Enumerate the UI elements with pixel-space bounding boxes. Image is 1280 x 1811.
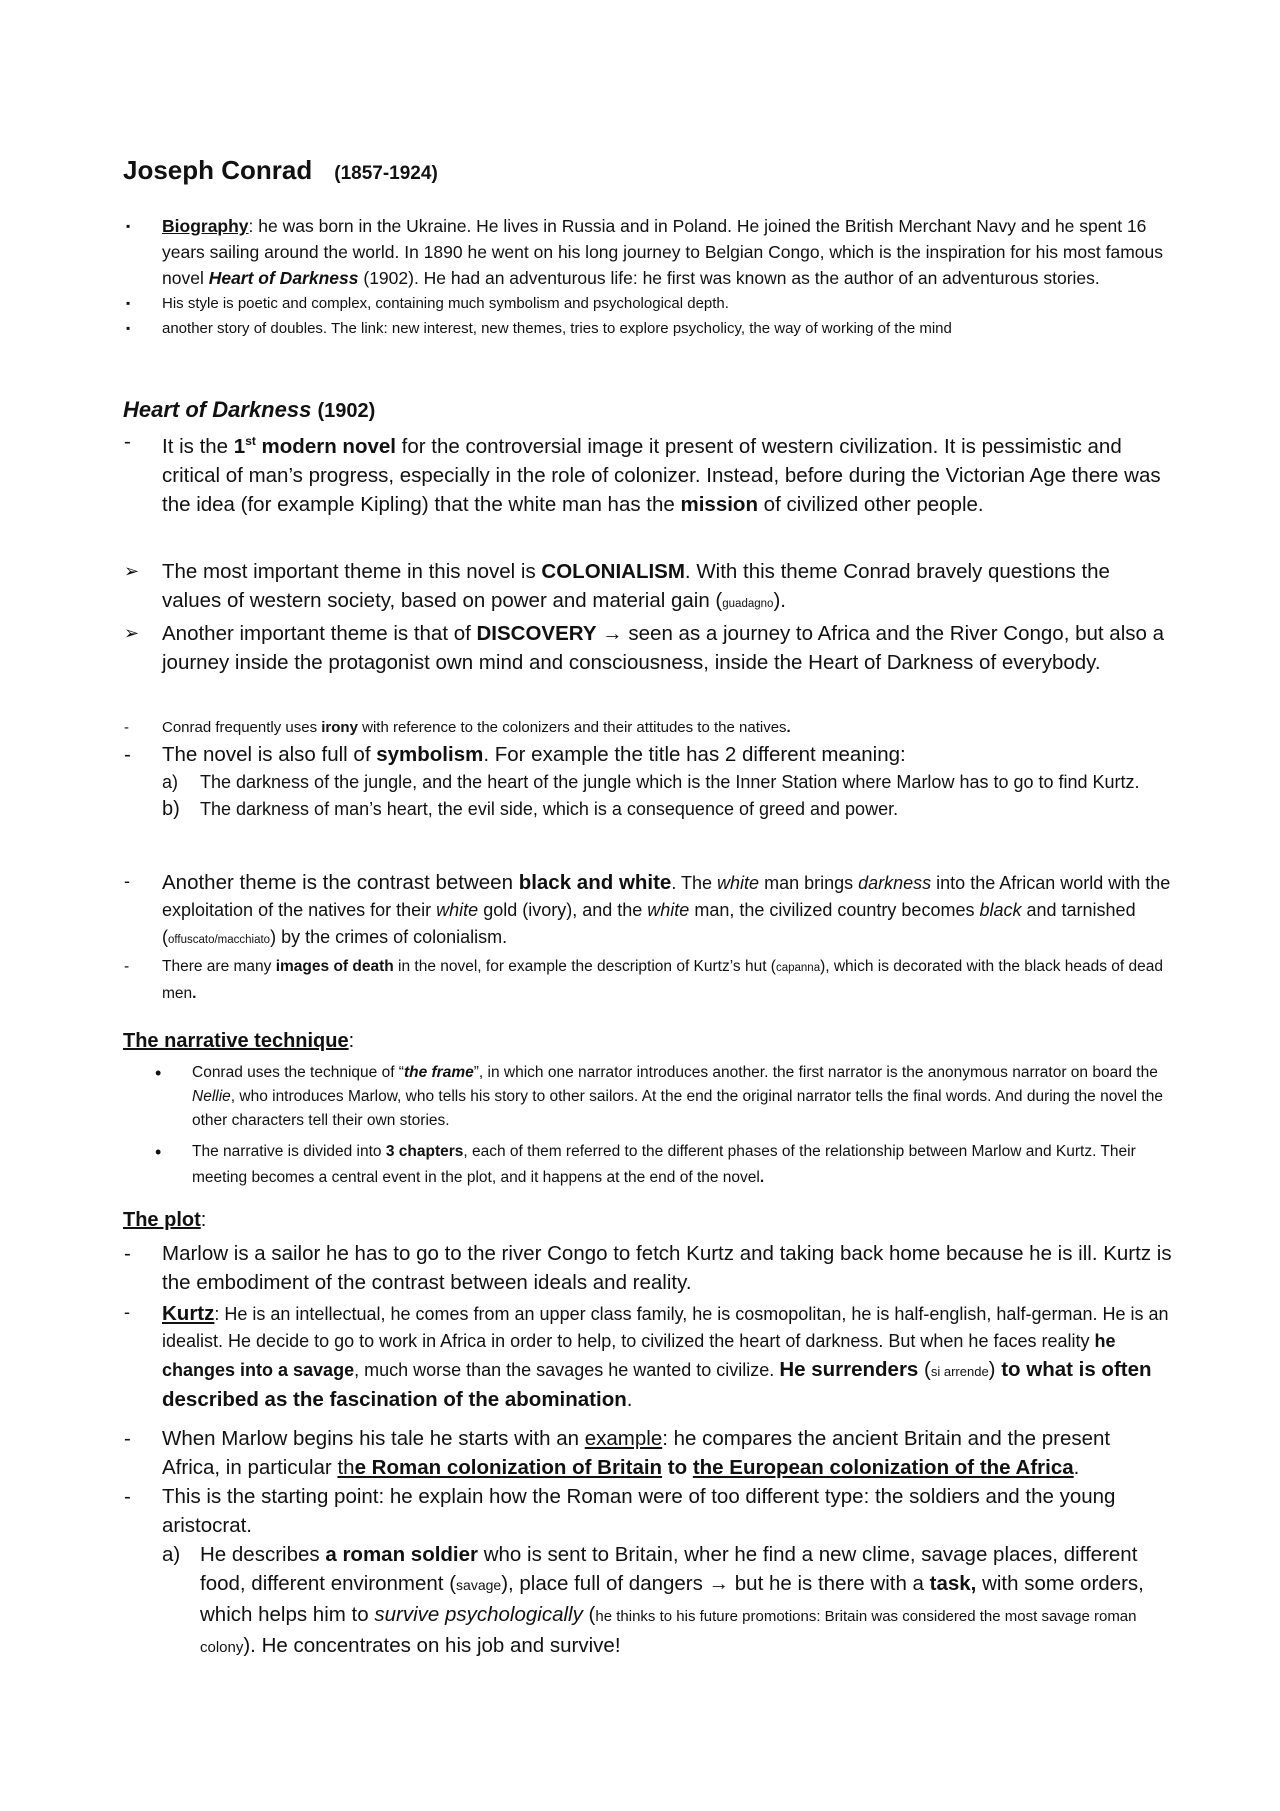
text: e Roman colonization of Britain [354,1456,663,1479]
text: who is sent to Britain, wher he find a new clime, savage places, different food, different environment ( [200,1543,1138,1595]
list-item [124,427,1172,519]
text: si arrende [930,1364,989,1379]
text: It is the [162,434,234,458]
text: : he compares the ancient Britain and the present Africa, in particular [162,1427,1111,1479]
list-item [124,740,1172,769]
text: DISCOVERY [476,622,597,645]
text: , each of them referred to the different phases of the relationship between Marlow and Kurtz. Their meeting becomes a central event in the plot, and it happens at the end of the novel [192,1143,1136,1186]
text: Marlow is a sailor he has to go to the river Congo to fetch Kurtz and taking back home because he is ill. Kurtz is the embodiment of the contrast between ideals and reality. [162,1242,1172,1294]
text: with reference to the colonizers and their attitudes to the natives [357,719,787,736]
list-item [124,954,1172,1007]
text: to [662,1456,693,1479]
list-marker: a) [162,772,179,792]
text: This is the starting point: he explain how the Roman were of too different type: the soldiers and the young aristocrat. [162,1485,1116,1537]
square-bullet: ▪ [126,296,131,310]
biography-label: Biography [162,216,249,236]
text: to what is often described as the fascination of the abomination [162,1358,1152,1411]
text: a roman soldier [325,1543,479,1566]
text: mission [680,492,758,516]
author-dates: (1857-1924) [334,163,438,184]
text: in the novel, for example the description of Kurtz’s hut ( [393,958,776,975]
hod-black-white [124,868,1172,1007]
list-item [124,868,1172,954]
text: for the controversial image it present of western civilization. It is pessimistic and critical of man’s progress, especially in the role of colonizer. Instead, before during the Victorian Age there was the idea (for example Kipling) that the white man has the [162,434,1161,516]
text: ) by the crimes of colonialism. [270,927,508,947]
text: Kurtz [162,1302,215,1325]
text: . [192,985,197,1002]
text: The narrative is divided into [192,1143,386,1160]
text: man brings [759,873,859,893]
text: . [759,1169,765,1186]
dash-marker: - [124,1242,131,1265]
text: ), which is decorated with the black heads of dead men [162,958,1164,1002]
text: example [584,1427,663,1450]
text: ( [918,1358,931,1381]
text: : He is an intellectual, he comes from an upper class family, he is cosmopolitan, he is half-english, half-german. He is an idealist. He decide to go to work in Africa in order to help, to civilized the heart of darkness. But when he faces reality [162,1304,1169,1351]
dash-marker: - [124,871,130,891]
text: . [1073,1456,1080,1479]
novel-title: Heart of Darkness [208,268,359,288]
list-item [155,1061,1167,1133]
text: : [200,1209,207,1231]
dash-marker: - [124,1485,131,1508]
text: into the African world with the exploitation of the natives for their [162,873,1171,920]
text: . [786,719,791,736]
dash-marker: - [124,719,129,736]
text: he thinks to his future promotions: Britain was considered the most savage roman colony [200,1608,1137,1656]
doubles-text: another story of doubles. The link: new interest, new themes, tries to explore psycholicy, the way of working of the mind [162,320,952,337]
list-item-text: The darkness of the jungle, and the heart of the jungle which is the Inner Station where Marlow has to go to find Kurtz. [200,772,1140,792]
square-bullet: ▪ [126,321,131,335]
page-title [123,155,438,186]
text: white [436,900,479,920]
text: There are many [162,958,276,975]
text: of civilized other people. [757,492,984,516]
text: ). He concentrates on his job and survive! [243,1634,621,1657]
biography-text: : he was born in the Ukraine. He lives in Russia and in Poland. He joined the British Merchant Navy and he spent 16 years sailing around the world. In 1890 he went on his long journey to Belgian Congo, which is the inspiration for his most famous novel [162,216,1163,288]
biography-list [126,213,1172,341]
dash-marker: - [124,1302,130,1322]
text: guadagno [722,598,774,610]
text: He surrenders [779,1358,919,1381]
text: gold (ivory), and the [478,900,648,920]
dash-marker: - [124,1427,131,1450]
list-item [126,291,1172,316]
text: 1 [233,434,246,458]
text: . For example the title has 2 different meaning: [483,743,906,766]
text: task, [929,1572,977,1595]
text: modern novel [255,434,396,458]
text: ”, in which one narrator introduces another. the first narrator is the anonymous narrator on board the [473,1064,1158,1081]
dot-bullet: • [155,1063,162,1083]
arrow-marker: ➢ [124,561,140,581]
list-item [124,557,1172,619]
text: th [337,1456,355,1479]
plot-body [124,1239,1172,1662]
hod-paragraph-1 [124,427,1172,519]
dash-marker: - [124,430,131,453]
text: Another theme is the contrast between [162,871,519,894]
list-marker: b) [162,798,180,820]
list-item [124,1299,1172,1414]
list-item [124,619,1172,677]
text: The novel is also full of [162,743,377,766]
dot-bullet: • [155,1142,162,1162]
text: white [647,900,690,920]
biography-text-2: (1902). He had an adventurous life: he first was known as the author of an adventurous stories. [358,268,1100,288]
text: he changes into a savage [162,1331,1116,1380]
list-item [126,316,1172,341]
text: offuscato/macchiato [168,934,271,946]
list-item-text: The darkness of man’s heart, the evil side, which is a consequence of greed and power. [200,799,899,819]
text: capanna [775,962,821,974]
text: . [626,1388,633,1411]
text: man, the civilized country becomes [689,900,980,920]
text: . The [671,873,718,893]
text: images of death [275,958,394,975]
text: Nellie [192,1088,231,1105]
text: When Marlow begins his tale he starts with an [162,1427,585,1450]
text: ). [773,589,786,612]
narrative-list [155,1061,1167,1191]
text: white [717,873,760,893]
text: survive psychologically [374,1603,583,1626]
list-marker: a) [162,1543,181,1566]
symbolism-item-a [162,769,1172,796]
dash-marker: - [124,958,130,975]
author-name: Joseph Conrad [123,155,313,185]
text: ( [582,1603,596,1626]
text: Another important theme is that of [162,622,477,645]
text: Conrad frequently uses [162,719,322,736]
text: He describes [200,1543,326,1566]
text: and tarnished ( [162,900,1136,947]
plot-title: The plot [123,1209,201,1231]
hod-title: Heart of Darkness [123,397,312,422]
section-heading-narrative [123,1030,354,1053]
style-text: His style is poetic and complex, containing much symbolism and psychological depth. [162,295,729,312]
narrative-title: The narrative technique [123,1030,349,1052]
text: st [245,434,256,448]
text: darkness [858,873,932,893]
text: , much worse than the savages he wanted to civilize. [354,1360,780,1380]
text: the European colonization of the Africa [692,1456,1074,1479]
text: black and white [518,871,672,894]
hod-irony-symbolism [124,715,1172,823]
list-item [155,1139,1167,1191]
list-item [124,1482,1172,1540]
text: ) [988,1358,1002,1381]
square-bullet: ▪ [126,219,131,233]
hod-year: (1902) [317,400,376,422]
list-item [126,213,1172,291]
list-item [124,1424,1172,1482]
plot-item-a [162,1540,1172,1662]
text: symbolism [376,743,484,766]
text: black [979,900,1022,920]
hod-themes [124,557,1172,677]
text: 3 chapters [385,1143,464,1160]
text: irony [321,719,358,736]
symbolism-item-b [162,796,1172,823]
arrow-marker: ➢ [124,623,140,643]
text: ), place full of dangers → but he is there with a [501,1572,930,1595]
text: The most important theme in this novel is [162,560,542,583]
list-item [124,715,1172,740]
section-heading-plot [123,1209,206,1232]
text: savage [456,1577,502,1593]
text: the frame [403,1064,474,1081]
section-heading-hod [123,397,375,423]
text: Conrad uses the technique of “ [192,1064,404,1081]
text: → seen as a journey to Africa and the River Congo, but also a journey inside the protagonist own mind and consciousness, inside the Heart of Darkness of everybody. [162,622,1164,674]
list-item [124,1239,1172,1297]
text: : [348,1030,355,1052]
text: , who introduces Marlow, who tells his story to other sailors. At the end the original narrator tells the final words. And during the novel the other characters tell their own stories. [192,1088,1163,1129]
text: COLONIALISM [541,560,685,583]
text: . With this theme Conrad bravely questions the values of western society, based on power and material gain ( [162,560,1110,612]
text: with some orders, which helps him to [200,1572,1144,1626]
dash-marker: - [124,743,131,766]
